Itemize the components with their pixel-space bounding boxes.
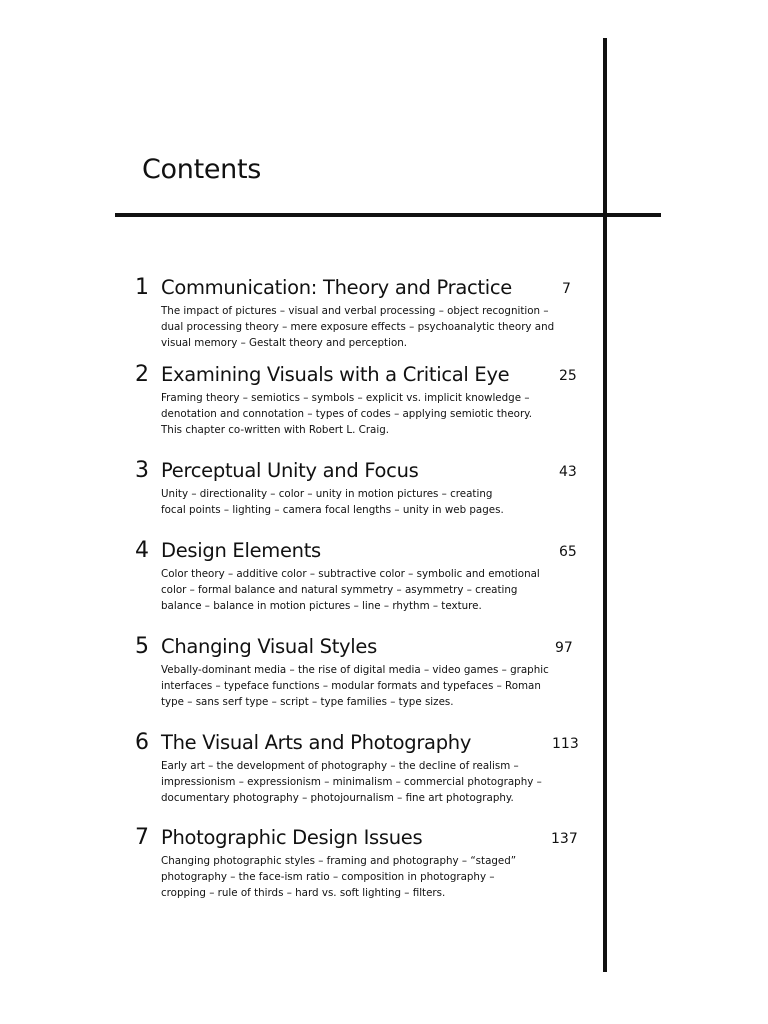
page-number: 25 bbox=[559, 368, 577, 384]
page-number: 65 bbox=[559, 544, 577, 560]
chapter-title[interactable]: Design Elements bbox=[161, 539, 321, 562]
description-line: Changing photographic styles – framing and photography – “staged” bbox=[161, 855, 517, 867]
description-line: documentary photography – photojournalism – fine art photography. bbox=[161, 792, 514, 804]
description-line: denotation and connotation – types of codes – applying semiotic theory. bbox=[161, 408, 533, 420]
description-line: Color theory – additive color – subtractive color – symbolic and emotional bbox=[161, 568, 540, 580]
chapter-title[interactable]: The Visual Arts and Photography bbox=[161, 731, 472, 754]
description-line: Vebally-dominant media – the rise of digital media – video games – graphic bbox=[161, 664, 549, 676]
toc-entry-5[interactable] bbox=[0, 634, 600, 714]
description-line: focal points – lighting – camera focal lengths – unity in web pages. bbox=[161, 504, 504, 516]
description-line: balance – balance in motion pictures – line – rhythm – texture. bbox=[161, 600, 482, 612]
description-line: type – sans serf type – script – type families – type sizes. bbox=[161, 696, 454, 708]
chapter-title[interactable]: Examining Visuals with a Critical Eye bbox=[161, 363, 510, 386]
chapter-description bbox=[161, 486, 551, 518]
horizontal-rule bbox=[115, 213, 661, 217]
toc-entry-7[interactable] bbox=[0, 825, 600, 905]
description-line: photography – the face-ism ratio – composition in photography – bbox=[161, 871, 495, 883]
page-number: 97 bbox=[555, 640, 573, 656]
description-line: The impact of pictures – visual and verbal processing – object recognition – bbox=[161, 305, 549, 317]
toc-entry-1[interactable] bbox=[0, 275, 600, 355]
chapter-title[interactable]: Photographic Design Issues bbox=[161, 826, 423, 849]
description-line: cropping – rule of thirds – hard vs. soft lighting – filters. bbox=[161, 887, 446, 899]
chapter-description bbox=[161, 853, 551, 901]
description-line: Early art – the development of photography – the decline of realism – bbox=[161, 760, 519, 772]
toc-entry-4[interactable] bbox=[0, 538, 600, 618]
chapter-title[interactable]: Changing Visual Styles bbox=[161, 635, 377, 658]
description-line: This chapter co-written with Robert L. Craig. bbox=[161, 424, 390, 436]
description-line: color – formal balance and natural symmetry – asymmetry – creating bbox=[161, 584, 518, 596]
toc-entry-3[interactable] bbox=[0, 458, 600, 538]
chapter-number: 7 bbox=[135, 825, 149, 850]
page-number: 43 bbox=[559, 464, 577, 480]
chapter-description bbox=[161, 662, 551, 710]
page-title: Contents bbox=[142, 154, 262, 185]
chapter-number: 1 bbox=[135, 275, 149, 300]
chapter-number: 4 bbox=[135, 538, 149, 563]
page-number: 7 bbox=[562, 281, 571, 297]
chapter-number: 3 bbox=[135, 458, 149, 483]
chapter-description bbox=[161, 303, 555, 351]
chapter-description bbox=[161, 758, 551, 806]
description-line: visual memory – Gestalt theory and perception. bbox=[161, 337, 408, 349]
description-line: Framing theory – semiotics – symbols – explicit vs. implicit knowledge – bbox=[161, 392, 530, 404]
toc-entry-2[interactable] bbox=[0, 362, 600, 442]
toc-entry-6[interactable] bbox=[0, 730, 600, 810]
description-line: interfaces – typeface functions – modular formats and typefaces – Roman bbox=[161, 680, 541, 692]
description-line: dual processing theory – mere exposure effects – psychoanalytic theory and bbox=[161, 321, 555, 333]
vertical-rule bbox=[603, 38, 607, 972]
chapter-number: 2 bbox=[135, 362, 149, 387]
chapter-number: 6 bbox=[135, 730, 149, 755]
description-line: Unity – directionality – color – unity in motion pictures – creating bbox=[161, 488, 493, 500]
chapter-number: 5 bbox=[135, 634, 149, 659]
page-number: 113 bbox=[552, 736, 579, 752]
description-line: impressionism – expressionism – minimalism – commercial photography – bbox=[161, 776, 542, 788]
page-number: 137 bbox=[551, 831, 578, 847]
chapter-title[interactable]: Communication: Theory and Practice bbox=[161, 276, 512, 299]
chapter-title[interactable]: Perceptual Unity and Focus bbox=[161, 459, 419, 482]
chapter-description bbox=[161, 390, 551, 438]
chapter-description bbox=[161, 566, 551, 614]
